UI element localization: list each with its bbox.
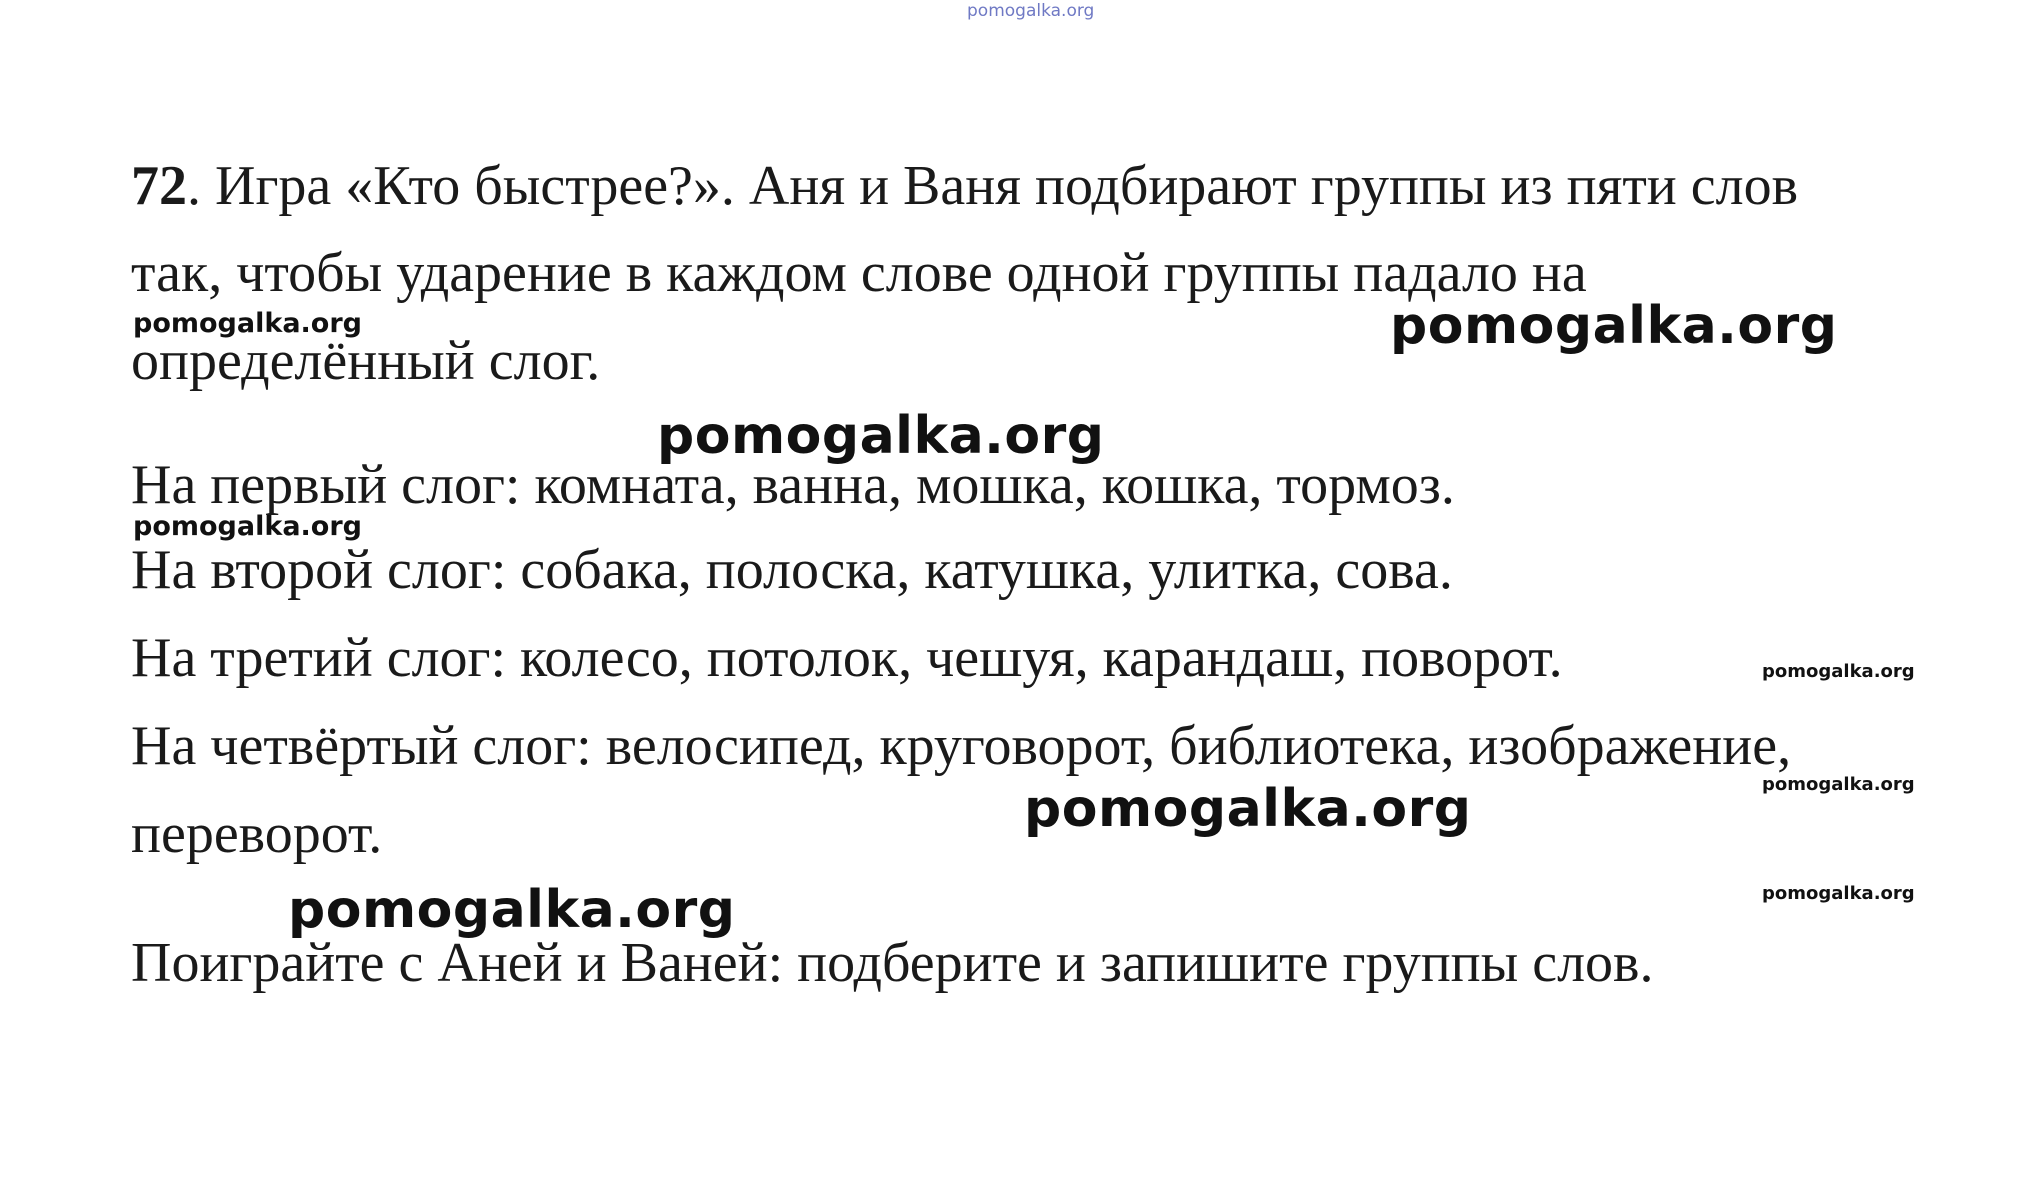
watermark-right-3: pomogalka.org <box>1762 774 1915 795</box>
task-number: 72 <box>131 155 187 217</box>
task-intro-line-2: так, чтобы ударение в каждом слове одной группы падало на <box>131 242 1587 304</box>
task-intro-text: . Игра «Кто быстрее?». Аня и Ваня подбирают группы из пяти слов <box>187 155 1799 217</box>
stress-fourth-syllable-cont: переворот. <box>131 803 383 865</box>
watermark-right-4: pomogalka.org <box>1762 883 1915 904</box>
task-intro-line-3: определённый слог. <box>131 330 601 392</box>
watermark-right-1: pomogalka.org <box>1390 296 1838 356</box>
watermark-right-2: pomogalka.org <box>1762 661 1915 682</box>
stress-first-syllable: На первый слог: комната, ванна, мошка, кошка, тормоз. <box>131 454 1455 516</box>
watermark-left-1: pomogalka.org <box>133 308 362 339</box>
watermark-center-1: pomogalka.org <box>657 406 1105 466</box>
stress-fourth-syllable: На четвёртый слог: велосипед, круговорот, библиотека, изображение, <box>131 715 1792 777</box>
watermark-left-3: pomogalka.org <box>288 880 736 940</box>
stress-third-syllable: На третий слог: колесо, потолок, чешуя, карандаш, поворот. <box>131 627 1563 689</box>
watermark-center-2: pomogalka.org <box>1024 779 1472 839</box>
task-intro-line-1 <box>131 156 1798 216</box>
task-instruction: Поиграйте с Аней и Ваней: подберите и запишите группы слов. <box>131 932 1654 994</box>
watermark-top: pomogalka.org <box>967 1 1095 21</box>
stress-second-syllable: На второй слог: собака, полоска, катушка, улитка, сова. <box>131 539 1453 601</box>
watermark-left-2: pomogalka.org <box>133 511 362 542</box>
